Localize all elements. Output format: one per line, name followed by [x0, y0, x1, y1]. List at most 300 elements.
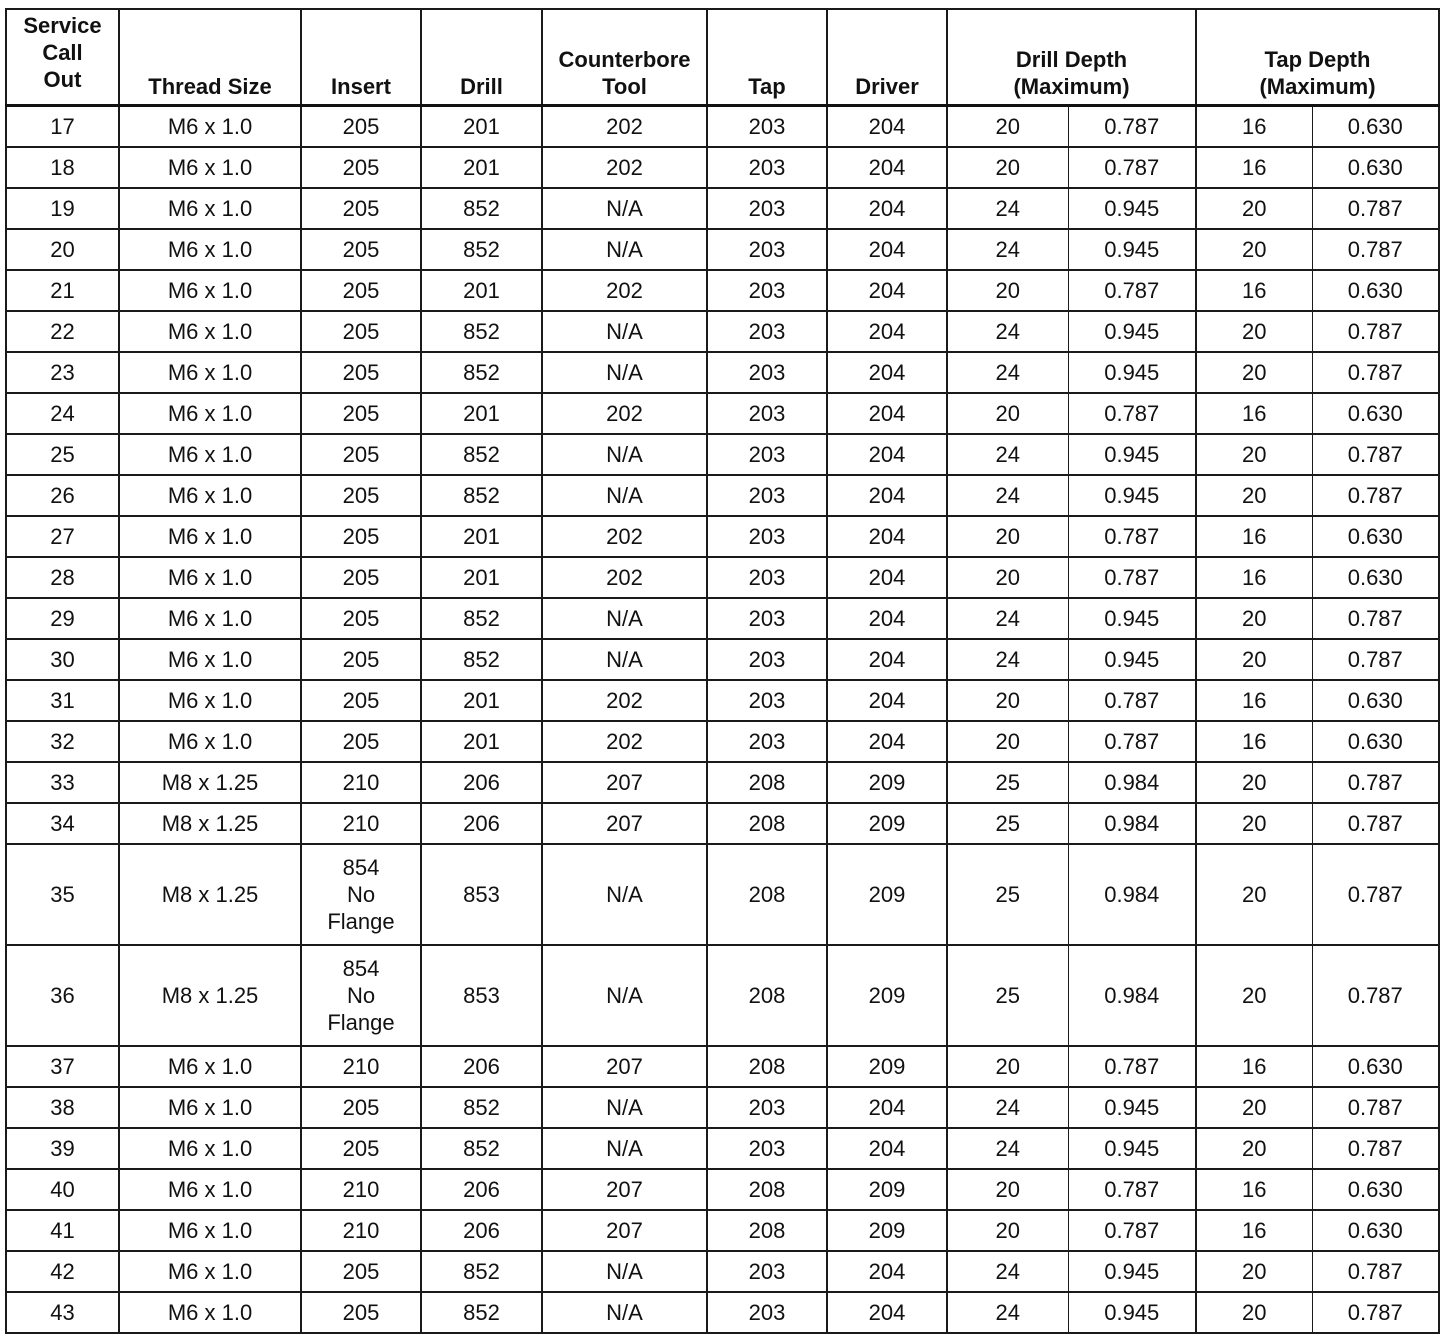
table-row	[6, 393, 1439, 434]
cell-service-call-out: 32	[6, 721, 119, 762]
cell-counterbore-tool: N/A	[542, 598, 707, 639]
cell-drill: 852	[421, 598, 542, 639]
cell-service-call-out: 39	[6, 1128, 119, 1169]
cell-tap-depth-mm: 16	[1196, 721, 1312, 762]
cell-counterbore-tool: 207	[542, 1046, 707, 1087]
cell-drill: 201	[421, 147, 542, 188]
cell-insert-line: 205	[342, 1299, 380, 1325]
cell-tap: 203	[707, 721, 827, 762]
cell-service-call-out: 21	[6, 270, 119, 311]
cell-insert-line: 205	[342, 195, 380, 221]
cell-thread-size: M6 x 1.0	[119, 475, 301, 516]
cell-drill-depth-in: 0.787	[1068, 1210, 1196, 1251]
cell-insert	[301, 475, 421, 516]
cell-insert	[301, 434, 421, 475]
cell-drill-depth-in: 0.945	[1068, 475, 1196, 516]
cell-thread-size: M8 x 1.25	[119, 762, 301, 803]
cell-insert	[301, 393, 421, 434]
cell-driver: 204	[827, 229, 947, 270]
table-row	[6, 844, 1439, 945]
cell-drill-depth-mm: 24	[947, 598, 1068, 639]
cell-tap: 203	[707, 1251, 827, 1292]
cell-service-call-out: 20	[6, 229, 119, 270]
table-row	[6, 147, 1439, 188]
cell-tap: 208	[707, 945, 827, 1046]
cell-insert-line: 205	[342, 564, 380, 590]
table-row	[6, 598, 1439, 639]
table-row	[6, 1251, 1439, 1292]
cell-drill-depth-in: 0.984	[1068, 844, 1196, 945]
cell-tap-depth-mm: 20	[1196, 1251, 1312, 1292]
cell-insert-line: 205	[342, 646, 380, 672]
cell-service-call-out: 40	[6, 1169, 119, 1210]
cell-driver: 204	[827, 311, 947, 352]
cell-drill: 853	[421, 844, 542, 945]
cell-counterbore-tool: 202	[542, 557, 707, 598]
cell-drill-depth-mm: 25	[947, 844, 1068, 945]
cell-drill-depth-in: 0.787	[1068, 516, 1196, 557]
cell-drill-depth-mm: 20	[947, 1169, 1068, 1210]
cell-driver: 204	[827, 639, 947, 680]
cell-drill-depth-in: 0.787	[1068, 680, 1196, 721]
cell-counterbore-tool: N/A	[542, 1292, 707, 1333]
cell-insert	[301, 557, 421, 598]
cell-thread-size: M6 x 1.0	[119, 352, 301, 393]
cell-drill-depth-in: 0.945	[1068, 311, 1196, 352]
cell-drill: 201	[421, 680, 542, 721]
cell-driver: 204	[827, 598, 947, 639]
cell-drill-depth-in: 0.945	[1068, 229, 1196, 270]
cell-drill-depth-in: 0.945	[1068, 434, 1196, 475]
cell-service-call-out: 41	[6, 1210, 119, 1251]
cell-tap-depth-in: 0.787	[1312, 311, 1439, 352]
cell-insert-line: 205	[342, 400, 380, 426]
cell-drill: 201	[421, 106, 542, 148]
cell-service-call-out: 26	[6, 475, 119, 516]
cell-thread-size: M6 x 1.0	[119, 1128, 301, 1169]
cell-drill: 852	[421, 188, 542, 229]
cell-tap-depth-in: 0.787	[1312, 598, 1439, 639]
cell-drill: 852	[421, 1292, 542, 1333]
cell-tap-depth-mm: 16	[1196, 147, 1312, 188]
header-tap-depth-line: (Maximum)	[1259, 74, 1376, 99]
cell-drill: 852	[421, 1087, 542, 1128]
cell-insert-line: 205	[342, 605, 380, 631]
cell-counterbore-tool: 202	[542, 680, 707, 721]
table-row	[6, 762, 1439, 803]
cell-drill-depth-in: 0.945	[1068, 598, 1196, 639]
cell-tap: 203	[707, 229, 827, 270]
table-row	[6, 557, 1439, 598]
cell-counterbore-tool: 202	[542, 270, 707, 311]
cell-tap-depth-in: 0.630	[1312, 557, 1439, 598]
table-body	[6, 106, 1439, 1334]
cell-tap-depth-mm: 20	[1196, 639, 1312, 680]
header-drill-depth-line: (Maximum)	[1013, 74, 1130, 99]
cell-insert	[301, 1292, 421, 1333]
cell-insert-line: 205	[342, 687, 380, 713]
header-insert: Insert	[301, 9, 421, 106]
cell-driver: 204	[827, 352, 947, 393]
cell-drill-depth-mm: 20	[947, 516, 1068, 557]
cell-thread-size: M6 x 1.0	[119, 1046, 301, 1087]
cell-tap: 203	[707, 270, 827, 311]
cell-tap: 203	[707, 311, 827, 352]
cell-drill-depth-in: 0.984	[1068, 803, 1196, 844]
cell-tap-depth-mm: 20	[1196, 945, 1312, 1046]
cell-tap-depth-mm: 20	[1196, 475, 1312, 516]
cell-tap-depth-mm: 16	[1196, 1046, 1312, 1087]
cell-tap-depth-in: 0.630	[1312, 270, 1439, 311]
table-row	[6, 352, 1439, 393]
cell-service-call-out: 27	[6, 516, 119, 557]
cell-counterbore-tool: N/A	[542, 945, 707, 1046]
cell-drill-depth-in: 0.787	[1068, 270, 1196, 311]
table-row	[6, 803, 1439, 844]
cell-tap-depth-in: 0.787	[1312, 352, 1439, 393]
cell-service-call-out: 34	[6, 803, 119, 844]
cell-driver: 204	[827, 147, 947, 188]
cell-tap-depth-mm: 16	[1196, 557, 1312, 598]
cell-tap: 203	[707, 557, 827, 598]
cell-drill-depth-mm: 20	[947, 106, 1068, 148]
cell-driver: 204	[827, 270, 947, 311]
cell-tap-depth-in: 0.787	[1312, 639, 1439, 680]
cell-insert	[301, 1046, 421, 1087]
cell-drill-depth-mm: 24	[947, 352, 1068, 393]
cell-insert-line: Flange	[327, 909, 395, 934]
header-service-call-out	[6, 9, 119, 106]
cell-driver: 204	[827, 188, 947, 229]
cell-drill: 206	[421, 1169, 542, 1210]
cell-tap-depth-mm: 20	[1196, 434, 1312, 475]
cell-thread-size: M6 x 1.0	[119, 639, 301, 680]
cell-service-call-out: 36	[6, 945, 119, 1046]
cell-tap: 203	[707, 598, 827, 639]
cell-insert	[301, 270, 421, 311]
header-drill: Drill	[421, 9, 542, 106]
cell-tap-depth-in: 0.787	[1312, 803, 1439, 844]
cell-thread-size: M6 x 1.0	[119, 721, 301, 762]
cell-drill-depth-mm: 24	[947, 475, 1068, 516]
cell-service-call-out: 33	[6, 762, 119, 803]
table-header	[6, 9, 1439, 106]
cell-service-call-out: 25	[6, 434, 119, 475]
cell-insert	[301, 680, 421, 721]
cell-drill: 201	[421, 270, 542, 311]
cell-counterbore-tool: 207	[542, 803, 707, 844]
cell-drill-depth-in: 0.945	[1068, 188, 1196, 229]
cell-drill-depth-in: 0.787	[1068, 721, 1196, 762]
cell-drill-depth-mm: 24	[947, 639, 1068, 680]
table-row	[6, 1087, 1439, 1128]
cell-tap-depth-mm: 16	[1196, 106, 1312, 148]
cell-service-call-out: 19	[6, 188, 119, 229]
cell-tap: 203	[707, 106, 827, 148]
cell-thread-size: M6 x 1.0	[119, 270, 301, 311]
cell-drill-depth-mm: 20	[947, 147, 1068, 188]
table-row	[6, 229, 1439, 270]
cell-counterbore-tool: N/A	[542, 844, 707, 945]
header-tap-depth	[1196, 9, 1439, 106]
header-service-call-out-line: Call	[42, 40, 83, 65]
header-counterbore-tool	[542, 9, 707, 106]
cell-counterbore-tool: 202	[542, 721, 707, 762]
cell-service-call-out: 35	[6, 844, 119, 945]
cell-insert-line: 205	[342, 1258, 380, 1284]
cell-tap-depth-in: 0.630	[1312, 721, 1439, 762]
cell-tap-depth-mm: 20	[1196, 188, 1312, 229]
table-row	[6, 1128, 1439, 1169]
table-row	[6, 516, 1439, 557]
cell-insert-line: 210	[342, 1217, 380, 1243]
header-service-call-out-line: Out	[43, 67, 82, 92]
cell-tap-depth-mm: 20	[1196, 311, 1312, 352]
cell-drill-depth-in: 0.787	[1068, 147, 1196, 188]
cell-drill-depth-mm: 24	[947, 229, 1068, 270]
cell-insert	[301, 1169, 421, 1210]
cell-driver: 209	[827, 1169, 947, 1210]
cell-counterbore-tool: N/A	[542, 188, 707, 229]
cell-tap-depth-in: 0.787	[1312, 762, 1439, 803]
cell-driver: 204	[827, 1128, 947, 1169]
cell-driver: 209	[827, 844, 947, 945]
cell-insert-line: 210	[342, 769, 380, 795]
cell-drill-depth-mm: 24	[947, 188, 1068, 229]
cell-drill: 853	[421, 945, 542, 1046]
cell-thread-size: M6 x 1.0	[119, 188, 301, 229]
cell-thread-size: M6 x 1.0	[119, 393, 301, 434]
cell-drill-depth-in: 0.787	[1068, 557, 1196, 598]
cell-driver: 204	[827, 516, 947, 557]
cell-insert-line: 205	[342, 359, 380, 385]
cell-driver: 204	[827, 557, 947, 598]
cell-drill-depth-mm: 24	[947, 1087, 1068, 1128]
cell-insert-line: 205	[342, 318, 380, 344]
cell-insert	[301, 721, 421, 762]
cell-insert-line: 205	[342, 236, 380, 262]
table-row	[6, 680, 1439, 721]
table-row	[6, 270, 1439, 311]
cell-driver: 204	[827, 106, 947, 148]
cell-drill-depth-mm: 20	[947, 680, 1068, 721]
cell-thread-size: M8 x 1.25	[119, 844, 301, 945]
cell-drill-depth-in: 0.984	[1068, 945, 1196, 1046]
cell-drill: 206	[421, 1210, 542, 1251]
cell-drill: 206	[421, 803, 542, 844]
cell-thread-size: M6 x 1.0	[119, 311, 301, 352]
cell-tap-depth-mm: 20	[1196, 229, 1312, 270]
cell-service-call-out: 37	[6, 1046, 119, 1087]
cell-thread-size: M6 x 1.0	[119, 1087, 301, 1128]
cell-tap-depth-in: 0.630	[1312, 1210, 1439, 1251]
table-row	[6, 639, 1439, 680]
cell-service-call-out: 23	[6, 352, 119, 393]
cell-service-call-out: 18	[6, 147, 119, 188]
cell-counterbore-tool: N/A	[542, 434, 707, 475]
cell-thread-size: M6 x 1.0	[119, 229, 301, 270]
cell-tap: 208	[707, 844, 827, 945]
cell-tap-depth-mm: 16	[1196, 1210, 1312, 1251]
cell-tap-depth-in: 0.787	[1312, 1292, 1439, 1333]
cell-tap-depth-mm: 20	[1196, 803, 1312, 844]
cell-thread-size: M6 x 1.0	[119, 106, 301, 148]
cell-insert-line: 205	[342, 277, 380, 303]
cell-counterbore-tool: N/A	[542, 1128, 707, 1169]
cell-tap-depth-in: 0.787	[1312, 1251, 1439, 1292]
cell-insert-line: 205	[342, 154, 380, 180]
cell-thread-size: M6 x 1.0	[119, 557, 301, 598]
cell-driver: 204	[827, 475, 947, 516]
cell-drill: 852	[421, 1128, 542, 1169]
cell-counterbore-tool: N/A	[542, 475, 707, 516]
cell-drill: 201	[421, 557, 542, 598]
cell-drill: 852	[421, 1251, 542, 1292]
cell-tap-depth-in: 0.630	[1312, 1169, 1439, 1210]
cell-driver: 204	[827, 1251, 947, 1292]
table-row	[6, 475, 1439, 516]
cell-drill: 852	[421, 475, 542, 516]
header-service-call-out-line: Service	[23, 13, 102, 38]
cell-drill: 206	[421, 762, 542, 803]
cell-drill-depth-mm: 24	[947, 1251, 1068, 1292]
cell-drill-depth-in: 0.787	[1068, 1046, 1196, 1087]
cell-drill-depth-in: 0.787	[1068, 1169, 1196, 1210]
table-row	[6, 106, 1439, 148]
cell-insert-line: 205	[342, 482, 380, 508]
cell-drill-depth-in: 0.945	[1068, 1251, 1196, 1292]
header-thread-size: Thread Size	[119, 9, 301, 106]
cell-drill-depth-in: 0.945	[1068, 1087, 1196, 1128]
cell-service-call-out: 43	[6, 1292, 119, 1333]
cell-tap-depth-mm: 20	[1196, 1087, 1312, 1128]
cell-drill-depth-mm: 24	[947, 1292, 1068, 1333]
cell-insert	[301, 803, 421, 844]
table-row	[6, 1169, 1439, 1210]
header-counterbore-tool-line: Counterbore	[558, 47, 691, 72]
cell-tap-depth-mm: 16	[1196, 680, 1312, 721]
cell-tap-depth-in: 0.630	[1312, 106, 1439, 148]
cell-drill-depth-mm: 24	[947, 1128, 1068, 1169]
cell-thread-size: M8 x 1.25	[119, 803, 301, 844]
cell-driver: 209	[827, 762, 947, 803]
cell-driver: 204	[827, 1087, 947, 1128]
cell-drill: 206	[421, 1046, 542, 1087]
header-tap: Tap	[707, 9, 827, 106]
cell-drill-depth-in: 0.787	[1068, 393, 1196, 434]
cell-thread-size: M6 x 1.0	[119, 147, 301, 188]
cell-service-call-out: 17	[6, 106, 119, 148]
cell-driver: 204	[827, 434, 947, 475]
cell-counterbore-tool: N/A	[542, 352, 707, 393]
table-row	[6, 945, 1439, 1046]
cell-service-call-out: 31	[6, 680, 119, 721]
cell-tap-depth-in: 0.787	[1312, 475, 1439, 516]
cell-tap: 203	[707, 1292, 827, 1333]
cell-tap-depth-in: 0.787	[1312, 229, 1439, 270]
cell-tap-depth-mm: 20	[1196, 598, 1312, 639]
cell-tap: 208	[707, 1169, 827, 1210]
cell-drill-depth-mm: 24	[947, 311, 1068, 352]
cell-tap-depth-in: 0.630	[1312, 147, 1439, 188]
cell-drill: 201	[421, 516, 542, 557]
cell-tap-depth-in: 0.630	[1312, 516, 1439, 557]
cell-tap-depth-in: 0.630	[1312, 1046, 1439, 1087]
cell-tap: 208	[707, 762, 827, 803]
cell-counterbore-tool: 202	[542, 516, 707, 557]
cell-tap: 208	[707, 1046, 827, 1087]
cell-service-call-out: 24	[6, 393, 119, 434]
cell-insert	[301, 1251, 421, 1292]
cell-insert-line: 854	[342, 956, 380, 981]
cell-drill-depth-mm: 20	[947, 721, 1068, 762]
cell-tap: 203	[707, 475, 827, 516]
cell-driver: 209	[827, 1210, 947, 1251]
cell-drill-depth-in: 0.984	[1068, 762, 1196, 803]
header-drill-depth-line: Drill Depth	[1015, 47, 1128, 72]
cell-thread-size: M6 x 1.0	[119, 516, 301, 557]
cell-insert	[301, 598, 421, 639]
cell-drill-depth-in: 0.945	[1068, 1128, 1196, 1169]
cell-driver: 209	[827, 945, 947, 1046]
cell-tap-depth-in: 0.787	[1312, 945, 1439, 1046]
table-row	[6, 188, 1439, 229]
table-row	[6, 311, 1439, 352]
cell-insert-line: 205	[342, 441, 380, 467]
cell-drill-depth-mm: 20	[947, 557, 1068, 598]
cell-counterbore-tool: 207	[542, 1169, 707, 1210]
cell-insert-line: 854	[342, 855, 380, 880]
cell-counterbore-tool: 207	[542, 762, 707, 803]
cell-counterbore-tool: N/A	[542, 1087, 707, 1128]
cell-insert-line: 210	[342, 810, 380, 836]
header-counterbore-tool-line: Tool	[602, 74, 647, 99]
cell-counterbore-tool: N/A	[542, 229, 707, 270]
cell-drill-depth-in: 0.945	[1068, 1292, 1196, 1333]
cell-tap-depth-in: 0.630	[1312, 680, 1439, 721]
table-row	[6, 434, 1439, 475]
cell-insert	[301, 1128, 421, 1169]
cell-insert-line: 205	[342, 113, 380, 139]
cell-drill-depth-in: 0.787	[1068, 106, 1196, 148]
cell-drill-depth-mm: 20	[947, 1046, 1068, 1087]
cell-driver: 209	[827, 1046, 947, 1087]
cell-thread-size: M6 x 1.0	[119, 434, 301, 475]
cell-tap-depth-mm: 20	[1196, 1128, 1312, 1169]
cell-tap-depth-mm: 16	[1196, 1169, 1312, 1210]
header-row	[6, 9, 1439, 106]
cell-service-call-out: 30	[6, 639, 119, 680]
cell-drill: 852	[421, 434, 542, 475]
cell-drill: 852	[421, 352, 542, 393]
cell-tap-depth-in: 0.787	[1312, 1128, 1439, 1169]
cell-counterbore-tool: 202	[542, 106, 707, 148]
cell-tap: 203	[707, 516, 827, 557]
service-parts-table	[5, 8, 1440, 1334]
cell-tap-depth-mm: 20	[1196, 352, 1312, 393]
cell-tap-depth-in: 0.787	[1312, 1087, 1439, 1128]
cell-service-call-out: 42	[6, 1251, 119, 1292]
cell-driver: 204	[827, 680, 947, 721]
cell-service-call-out: 29	[6, 598, 119, 639]
cell-drill-depth-mm: 25	[947, 803, 1068, 844]
cell-insert	[301, 762, 421, 803]
cell-tap-depth-mm: 16	[1196, 516, 1312, 557]
cell-insert	[301, 311, 421, 352]
cell-drill: 201	[421, 393, 542, 434]
cell-thread-size: M6 x 1.0	[119, 1169, 301, 1210]
cell-insert	[301, 188, 421, 229]
